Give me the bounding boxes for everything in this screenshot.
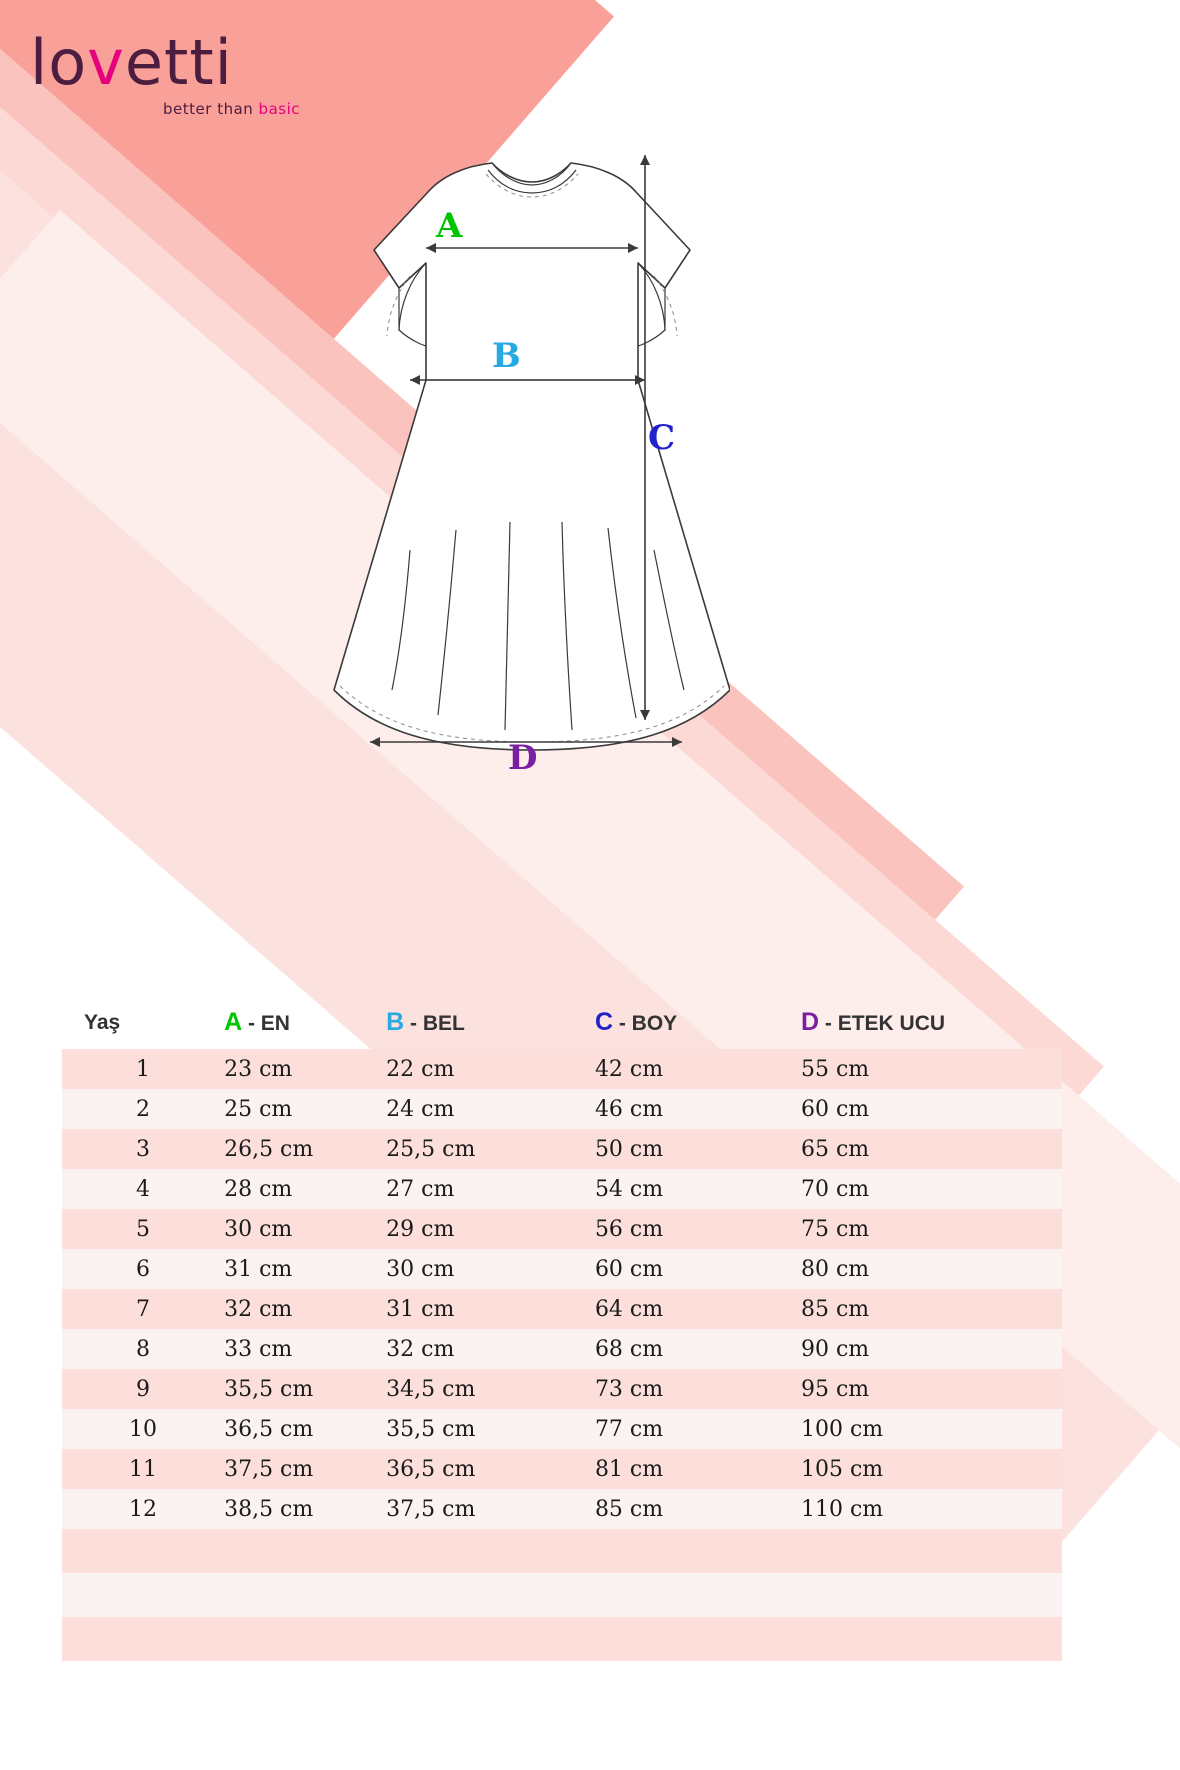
brand-name-part1: lo <box>30 26 88 99</box>
filler-cell <box>386 1573 595 1617</box>
measure-label-a: A <box>436 206 463 246</box>
table-filler-row <box>62 1573 1062 1617</box>
cell-a-en: 33 cm <box>224 1329 386 1369</box>
column-label-c: - BOY <box>613 1012 678 1035</box>
filler-cell <box>386 1617 595 1661</box>
cell-c-boy: 73 cm <box>595 1369 801 1409</box>
table-row <box>62 1329 1062 1369</box>
cell-b-bel: 29 cm <box>386 1209 595 1249</box>
column-header-d <box>801 1000 1062 1049</box>
cell-d-etek-ucu: 80 cm <box>801 1249 1062 1289</box>
cell-d-etek-ucu: 110 cm <box>801 1489 1062 1529</box>
filler-cell <box>386 1529 595 1573</box>
cell-a-en: 23 cm <box>224 1049 386 1089</box>
column-header-c <box>595 1000 801 1049</box>
cell-a-en: 28 cm <box>224 1169 386 1209</box>
tagline-plain: better than <box>163 100 259 118</box>
table-row <box>62 1089 1062 1129</box>
cell-d-etek-ucu: 105 cm <box>801 1449 1062 1489</box>
cell-d-etek-ucu: 90 cm <box>801 1329 1062 1369</box>
table-row <box>62 1249 1062 1289</box>
cell-a-en: 32 cm <box>224 1289 386 1329</box>
table-row <box>62 1489 1062 1529</box>
cell-d-etek-ucu: 75 cm <box>801 1209 1062 1249</box>
measure-label-d: D <box>508 738 538 778</box>
brand-wordmark <box>30 26 300 99</box>
table-row <box>62 1209 1062 1249</box>
cell-a-en: 25 cm <box>224 1089 386 1129</box>
column-label-d: - ETEK UCU <box>819 1012 946 1035</box>
filler-cell <box>801 1573 1062 1617</box>
table-row <box>62 1449 1062 1489</box>
measure-label-c: C <box>648 418 676 458</box>
cell-age: 1 <box>62 1049 224 1089</box>
cell-d-etek-ucu: 95 cm <box>801 1369 1062 1409</box>
tagline-accent: basic <box>258 100 300 118</box>
column-label-b: - BEL <box>404 1012 465 1035</box>
cell-c-boy: 60 cm <box>595 1249 801 1289</box>
cell-age: 7 <box>62 1289 224 1329</box>
cell-a-en: 35,5 cm <box>224 1369 386 1409</box>
cell-c-boy: 46 cm <box>595 1089 801 1129</box>
cell-b-bel: 25,5 cm <box>386 1129 595 1169</box>
cell-d-etek-ucu: 65 cm <box>801 1129 1062 1169</box>
filler-cell <box>595 1573 801 1617</box>
filler-cell <box>595 1529 801 1573</box>
column-key-b: B <box>386 1008 405 1036</box>
cell-b-bel: 34,5 cm <box>386 1369 595 1409</box>
cell-d-etek-ucu: 85 cm <box>801 1289 1062 1329</box>
table-filler-row <box>62 1529 1062 1573</box>
cell-d-etek-ucu: 60 cm <box>801 1089 1062 1129</box>
cell-c-boy: 50 cm <box>595 1129 801 1169</box>
cell-b-bel: 30 cm <box>386 1249 595 1289</box>
table-row <box>62 1369 1062 1409</box>
column-key-c: C <box>594 1008 613 1036</box>
size-table <box>62 1000 1062 1661</box>
cell-c-boy: 85 cm <box>595 1489 801 1529</box>
cell-age: 10 <box>62 1409 224 1449</box>
brand-name-part2: etti <box>124 26 233 99</box>
filler-cell <box>62 1617 224 1661</box>
cell-age: 6 <box>62 1249 224 1289</box>
cell-age: 8 <box>62 1329 224 1369</box>
table-row <box>62 1129 1062 1169</box>
filler-cell <box>224 1617 386 1661</box>
cell-age: 5 <box>62 1209 224 1249</box>
cell-c-boy: 77 cm <box>595 1409 801 1449</box>
column-label-a: - EN <box>242 1012 290 1035</box>
column-key-d: D <box>800 1008 820 1036</box>
cell-age: 2 <box>62 1089 224 1129</box>
cell-b-bel: 22 cm <box>386 1049 595 1089</box>
cell-b-bel: 27 cm <box>386 1169 595 1209</box>
filler-cell <box>595 1617 801 1661</box>
table-row <box>62 1169 1062 1209</box>
column-key-a: A <box>224 1008 243 1036</box>
column-header-age: Yaş <box>84 1010 121 1034</box>
cell-a-en: 36,5 cm <box>224 1409 386 1449</box>
cell-c-boy: 68 cm <box>595 1329 801 1369</box>
cell-a-en: 26,5 cm <box>224 1129 386 1169</box>
cell-b-bel: 36,5 cm <box>386 1449 595 1489</box>
size-table-head <box>62 1000 1062 1049</box>
brand-tagline <box>30 100 300 118</box>
brand-name-accent: v <box>87 26 125 99</box>
filler-cell <box>224 1573 386 1617</box>
size-table-body <box>62 1049 1062 1661</box>
cell-a-en: 37,5 cm <box>224 1449 386 1489</box>
filler-cell <box>801 1529 1062 1573</box>
cell-age: 9 <box>62 1369 224 1409</box>
filler-cell <box>801 1617 1062 1661</box>
cell-age: 12 <box>62 1489 224 1529</box>
table-header-row <box>62 1000 1062 1049</box>
filler-cell <box>62 1529 224 1573</box>
column-header-a <box>224 1000 386 1049</box>
cell-b-bel: 24 cm <box>386 1089 595 1129</box>
column-header-b <box>386 1000 595 1049</box>
cell-b-bel: 31 cm <box>386 1289 595 1329</box>
filler-cell <box>224 1529 386 1573</box>
cell-b-bel: 35,5 cm <box>386 1409 595 1449</box>
cell-c-boy: 54 cm <box>595 1169 801 1209</box>
dress-technical-drawing <box>260 130 730 810</box>
cell-c-boy: 42 cm <box>595 1049 801 1089</box>
filler-cell <box>62 1573 224 1617</box>
cell-age: 3 <box>62 1129 224 1169</box>
cell-c-boy: 81 cm <box>595 1449 801 1489</box>
cell-c-boy: 56 cm <box>595 1209 801 1249</box>
cell-age: 4 <box>62 1169 224 1209</box>
size-table-container <box>62 1000 1062 1661</box>
cell-b-bel: 32 cm <box>386 1329 595 1369</box>
table-row <box>62 1409 1062 1449</box>
cell-d-etek-ucu: 100 cm <box>801 1409 1062 1449</box>
cell-a-en: 31 cm <box>224 1249 386 1289</box>
cell-b-bel: 37,5 cm <box>386 1489 595 1529</box>
dress-illustration <box>260 130 730 810</box>
table-filler-row <box>62 1617 1062 1661</box>
cell-c-boy: 64 cm <box>595 1289 801 1329</box>
cell-a-en: 30 cm <box>224 1209 386 1249</box>
cell-age: 11 <box>62 1449 224 1489</box>
cell-d-etek-ucu: 70 cm <box>801 1169 1062 1209</box>
table-row <box>62 1289 1062 1329</box>
table-row <box>62 1049 1062 1089</box>
cell-a-en: 38,5 cm <box>224 1489 386 1529</box>
cell-d-etek-ucu: 55 cm <box>801 1049 1062 1089</box>
measure-label-b: B <box>492 336 521 376</box>
